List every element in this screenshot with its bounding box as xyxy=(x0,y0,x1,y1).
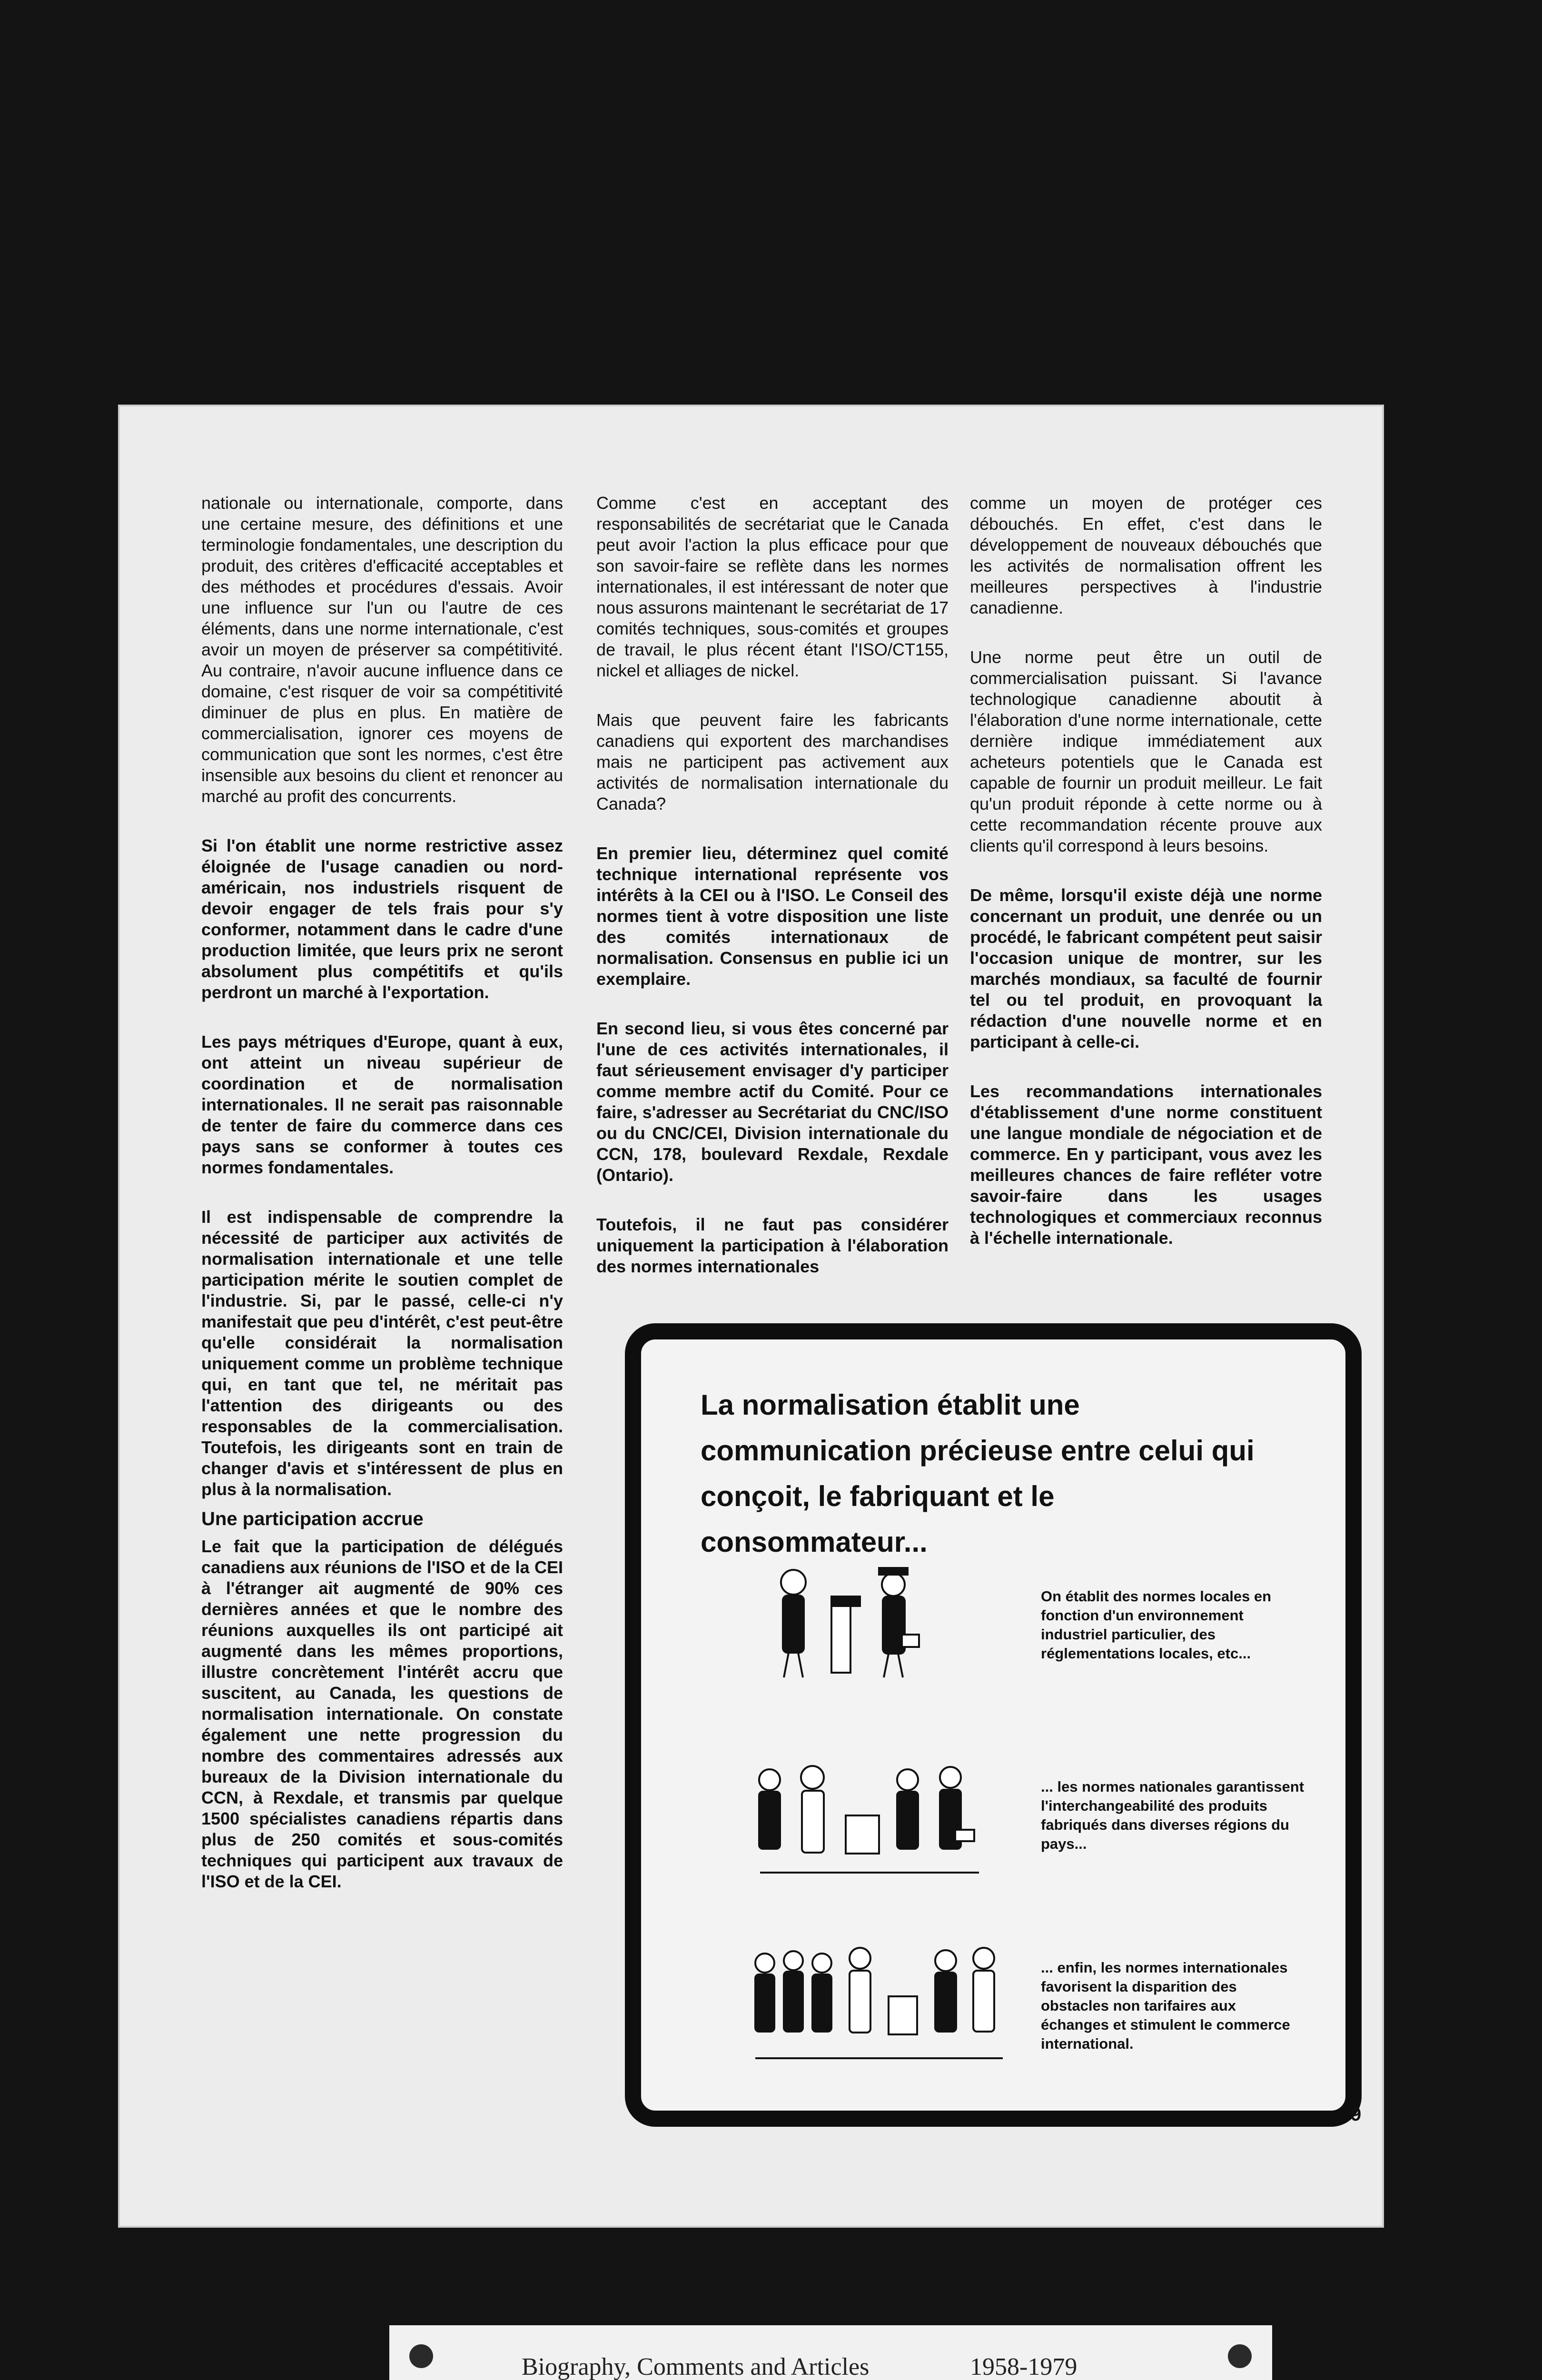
archive-label-years: 1958-1979 xyxy=(970,2353,1077,2380)
paragraph: De même, lorsqu'il existe déjà une norme concernant un produit, une denrée ou un procédé, le fabricant compétent peut saisir l'occasion unique de montrer, sur les marchés mondiaux, sa faculté de fournir tel ou tel produit, en provoquant la rédaction d'une nouvelle norme et en participant à celle-ci. xyxy=(970,885,1322,1051)
five-figures-icon xyxy=(751,1758,998,1887)
paragraph: nationale ou internationale, comporte, dans une certaine mesure, des définitions et une terminologie fondamentales, une description du produit, des critères d'efficacité acceptables et des méthodes et procédures d'essais. Avoir une influence sur l'un ou l'autre de ces éléments, dans une norme internationale, c'est avoir un moyen de préserver sa compétitivité. Au contraire, n'avoir aucune influence dans ce domaine, c'est risquer de voir sa compétitivité diminuer de plus en plus. En matière de commercialisation, ignorer ces moyens de communication que sont les normes, c'est être insensible aux besoins du client et renoncer au marché au profit des concurrents. xyxy=(201,493,563,806)
paragraph: Une norme peut être un outil de commercialisation puissant. Si l'avance technologique canadienne aboutit à l'élaboration d'une norme internationale, cette dernière indique immédiatement aux acheteurs potentiels que le Canada est capable de fournir un produit meilleur. Le fait qu'un produit réponde à cette norme ou à cette recommandation récente prouve aux clients qu'il correspond à leurs besoins. xyxy=(970,647,1322,855)
infobox-caption: On établit des normes locales en fonction d'un environnement industriel particulier, des réglementations locales, etc... xyxy=(1041,1588,1272,1662)
punch-hole-icon xyxy=(1228,2344,1252,2368)
punch-hole-icon xyxy=(409,2344,433,2368)
document-page xyxy=(118,405,1384,2228)
column-3 xyxy=(970,493,1322,1277)
paragraph: Les recommandations internationales d'établissement d'une norme constituent une langue mondiale de négociation et de commerce. En y participant, vous avez les meilleures chances de faire refléter votre savoir-faire dans les usages technologiques et commerciaux reconnus à l'échelle internationale. xyxy=(970,1081,1322,1248)
paragraph: Mais que peuvent faire les fabricants canadiens qui exportent des marchandises mais ne participent pas activement aux activités de normalisation internationale du Canada? xyxy=(596,710,949,813)
seven-figures-icon xyxy=(751,1939,1017,2077)
two-figures-icon xyxy=(751,1563,950,1687)
paragraph: Les pays métriques d'Europe, quant à eux, ont atteint un niveau supérieur de coordination et de normalisation internationales. Il ne serait pas raisonnable de tenter de faire du commerce dans ces pays sans se conformer à toutes ces normes fondamentales. xyxy=(201,1032,563,1177)
column-2 xyxy=(596,493,949,1306)
archive-label-title: Biography, Comments and Articles xyxy=(522,2353,870,2380)
paragraph: Il est indispensable de comprendre la nécessité de participer aux activités de normalisation internationale et une telle participation mérite le soutien complet de l'industrie. Si, par le passé, celle-ci n'y manifestait que peu d'intérêt, c'est peut-être qu'elle considérait la normalisation uniquement comme un problème technique qui, en tant que tel, ne méritait pas l'attention des dirigeants ou des responsables de la commercialisation. Toutefois, les dirigeants sont en train de changer d'avis et s'intéressent de plus en plus à la normalisation. xyxy=(201,1207,563,1499)
paragraph: En second lieu, si vous êtes concerné par l'une de ces activités internationales, il faut sérieusement envisager d'y participer comme membre actif du Comité. Pour ce faire, s'adresser au Secrétariat du CNC/ISO ou du CNC/CEI, Division internationale du CCN, 178, boulevard Rexdale, Rexdale (Ontario). xyxy=(596,1019,949,1185)
archive-label-strip xyxy=(389,2325,1272,2380)
section-heading: Une participation accrue xyxy=(201,1508,424,1529)
infobox xyxy=(625,1323,1362,2127)
infobox-caption: ... les normes nationales garantissent l'interchangeabilité des produits fabriqués dans diverses régions du pays... xyxy=(1041,1778,1305,1852)
column-1 xyxy=(201,493,563,1921)
page-number: 9 xyxy=(1351,2104,1362,2125)
paragraph: Si l'on établit une norme restrictive assez éloignée de l'usage canadien ou nord-américain, nos industriels risquent de devoir engager de tels frais pour s'y conformer, notamment dans le cadre d'une production limitée, que leurs prix ne seront absolument plus compétitifs et qu'ils perdront un marché à l'exportation. xyxy=(201,836,563,1002)
paragraph: Toutefois, il ne faut pas considérer uniquement la participation à l'élaboration des normes internationales xyxy=(596,1215,949,1276)
paragraph: comme un moyen de protéger ces débouchés. En effet, c'est dans le développement de nouveaux débouchés que les activités de normalisation offrent les meilleures perspectives à l'industrie canadienne. xyxy=(970,493,1322,617)
infobox-caption: ... enfin, les normes internationales favorisent la disparition des obstacles non tarifaires aux échanges et stimulent le commerce international. xyxy=(1041,1959,1290,2052)
paragraph: Le fait que la participation de délégués canadiens aux réunions de l'ISO et de la CEI à l'étranger ait augmenté de 90% ces dernières années et que le nombre des réunions auxquelles ils ont participé ait augmenté dans les mêmes proportions, illustre concrètement l'intérêt accru que suscitent, au Canada, les questions de normalisation internationale. On constate également une nette progression du nombre des commentaires adressés aux bureaux de la Division internationale du CCN, à Rexdale, et transmis par quelque 1500 spécialistes canadiens répartis dans plus de 250 comités et sous-comités techniques qui participent aux travaux de l'ISO et de la CEI. xyxy=(201,1537,563,1891)
paragraph: Comme c'est en acceptant des responsabilités de secrétariat que le Canada peut avoir l'action la plus efficace pour que son savoir-faire se reflète dans les normes internationales, il est intéressant de noter que nous assurons maintenant le secrétariat de 17 comités techniques, sous-comités et groupes de travail, le plus récent étant l'ISO/CT155, nickel et alliages de nickel. xyxy=(596,493,949,680)
infobox-title: La normalisation établit une communication précieuse entre celui qui conçoit, le fabriquant et le consommateur... xyxy=(701,1389,1255,1558)
paragraph: En premier lieu, déterminez quel comité technique international représente vos intérêts à la CEI ou à l'ISO. Le Conseil des normes tient à votre disposition une liste des comités internationaux de normalisation. Consensus en publie ici un exemplaire. xyxy=(596,843,949,989)
